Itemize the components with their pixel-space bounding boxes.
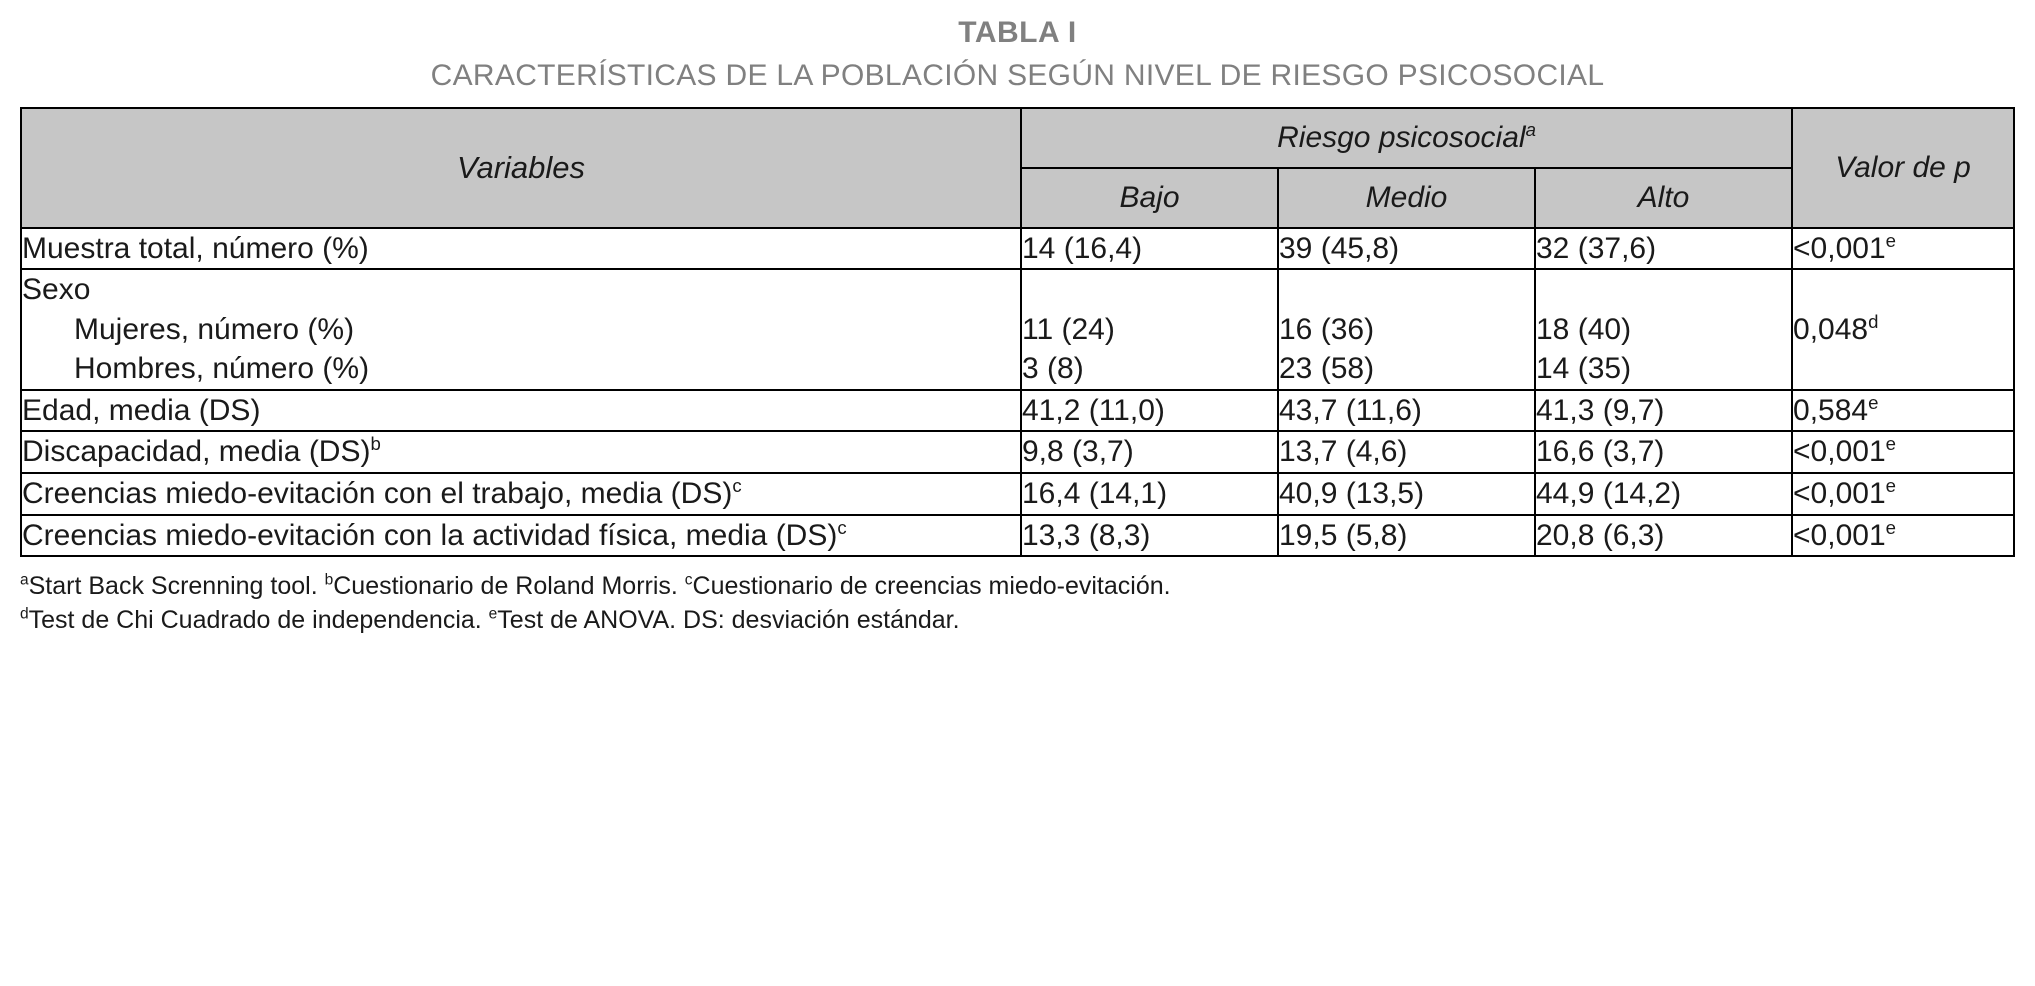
page-title: TABLA I xyxy=(958,16,1077,49)
row-value-bajo: 14 (16,4) xyxy=(1021,228,1278,270)
row-value-medio: 43,7 (11,6) xyxy=(1278,390,1535,432)
table-row xyxy=(21,390,2014,432)
row-label-text: Creencias miedo-evitación con la actividad física, media (DS) xyxy=(22,518,838,552)
value-medio-hombres: 23 (58) xyxy=(1279,352,1375,386)
pvalue-sup: e xyxy=(1885,229,1896,251)
row-label-sup: c xyxy=(732,475,742,497)
footnote-text-d: Test de Chi Cuadrado de independencia. xyxy=(28,606,489,635)
footnote-marker-a: a xyxy=(20,571,29,589)
row-label xyxy=(21,473,1021,515)
header-sub-alto: Alto xyxy=(1535,168,1792,228)
row-value-pvalue xyxy=(1792,473,2014,515)
footnote-line-2 xyxy=(20,603,2015,637)
table-head xyxy=(21,108,2014,228)
value-medio-mujeres: 16 (36) xyxy=(1279,312,1375,346)
header-sub-medio: Medio xyxy=(1278,168,1535,228)
footnote-text-a: Start Back Screnning tool. xyxy=(28,572,325,601)
footnote-text-e: Test de ANOVA. DS: desviación estándar. xyxy=(497,606,960,635)
row-value-alto: 20,8 (6,3) xyxy=(1535,515,1792,557)
row-value-medio xyxy=(1278,269,1535,390)
pvalue-text: 0,584 xyxy=(1793,393,1869,427)
row-label xyxy=(21,269,1021,390)
row-label xyxy=(21,515,1021,557)
footnote-marker-b: b xyxy=(324,571,334,589)
characteristics-table xyxy=(20,107,2015,558)
pvalue-sup: e xyxy=(1885,475,1896,497)
row-label-text: Creencias miedo-evitación con el trabajo, media (DS) xyxy=(22,477,733,511)
row-value-pvalue xyxy=(1792,515,2014,557)
row-value-medio: 19,5 (5,8) xyxy=(1278,515,1535,557)
table-body xyxy=(21,228,2014,557)
footnote-marker-c: c xyxy=(684,571,693,589)
header-pvalue: Valor de p xyxy=(1792,108,2014,228)
row-label-text: Edad, media (DS) xyxy=(22,393,261,427)
title-block xyxy=(20,14,2015,95)
footnote-marker-e: e xyxy=(488,605,498,623)
pvalue-sup: d xyxy=(1868,310,1879,332)
row-value-pvalue xyxy=(1792,228,2014,270)
footnote-line-1 xyxy=(20,569,2015,603)
row-sublabel-mujeres: Mujeres, número (%) xyxy=(74,312,355,346)
table-row xyxy=(21,228,2014,270)
header-risk-group-label: Riesgo psicosocial xyxy=(1277,120,1526,154)
pvalue-text: <0,001 xyxy=(1793,435,1886,469)
pvalue-text: <0,001 xyxy=(1793,477,1886,511)
page-subtitle: CARACTERÍSTICAS DE LA POBLACIÓN SEGÚN NIVEL DE RIESGO PSICOSOCIAL xyxy=(430,58,1605,92)
row-label-text: Sexo xyxy=(22,273,91,307)
header-risk-group-sup: a xyxy=(1525,118,1536,140)
row-label-sup: b xyxy=(370,433,381,455)
row-label xyxy=(21,390,1021,432)
table-row xyxy=(21,269,2014,390)
value-bajo-mujeres: 11 (24) xyxy=(1022,312,1115,346)
row-value-medio: 13,7 (4,6) xyxy=(1278,431,1535,473)
table-row xyxy=(21,473,2014,515)
pvalue-sup: e xyxy=(1868,391,1879,413)
row-label-text: Discapacidad, media (DS) xyxy=(22,435,371,469)
row-value-bajo: 9,8 (3,7) xyxy=(1021,431,1278,473)
row-value-pvalue xyxy=(1792,431,2014,473)
pvalue-text: <0,001 xyxy=(1793,518,1886,552)
row-label-sup: c xyxy=(837,516,847,538)
row-value-bajo: 41,2 (11,0) xyxy=(1021,390,1278,432)
table-row xyxy=(21,515,2014,557)
row-value-medio: 39 (45,8) xyxy=(1278,228,1535,270)
row-value-alto: 41,3 (9,7) xyxy=(1535,390,1792,432)
row-value-bajo xyxy=(1021,269,1278,390)
value-alto-hombres: 14 (35) xyxy=(1536,352,1632,386)
table-header-row-1 xyxy=(21,108,2014,168)
pvalue-text: <0,001 xyxy=(1793,231,1886,265)
footnote-marker-d: d xyxy=(20,605,29,623)
row-value-alto xyxy=(1535,269,1792,390)
value-bajo-hombres: 3 (8) xyxy=(1022,352,1084,386)
header-risk-group xyxy=(1021,108,1792,168)
footnote-text-b: Cuestionario de Roland Morris. xyxy=(333,572,685,601)
row-value-pvalue xyxy=(1792,269,2014,390)
row-label-text: Muestra total, número (%) xyxy=(22,231,369,265)
table-row xyxy=(21,431,2014,473)
pvalue-text: 0,048 xyxy=(1793,312,1869,346)
row-value-alto: 44,9 (14,2) xyxy=(1535,473,1792,515)
footnote-text-c: Cuestionario de creencias miedo-evitación. xyxy=(692,572,1171,601)
row-sublabel-hombres: Hombres, número (%) xyxy=(74,352,370,386)
header-variables: Variables xyxy=(21,108,1021,228)
row-label xyxy=(21,431,1021,473)
row-label xyxy=(21,228,1021,270)
row-value-medio: 40,9 (13,5) xyxy=(1278,473,1535,515)
row-value-alto: 32 (37,6) xyxy=(1535,228,1792,270)
footnotes xyxy=(20,569,2015,637)
row-value-pvalue xyxy=(1792,390,2014,432)
pvalue-sup: e xyxy=(1885,516,1896,538)
header-sub-bajo: Bajo xyxy=(1021,168,1278,228)
row-value-bajo: 16,4 (14,1) xyxy=(1021,473,1278,515)
row-value-bajo: 13,3 (8,3) xyxy=(1021,515,1278,557)
pvalue-sup: e xyxy=(1885,433,1896,455)
row-value-alto: 16,6 (3,7) xyxy=(1535,431,1792,473)
value-alto-mujeres: 18 (40) xyxy=(1536,312,1632,346)
